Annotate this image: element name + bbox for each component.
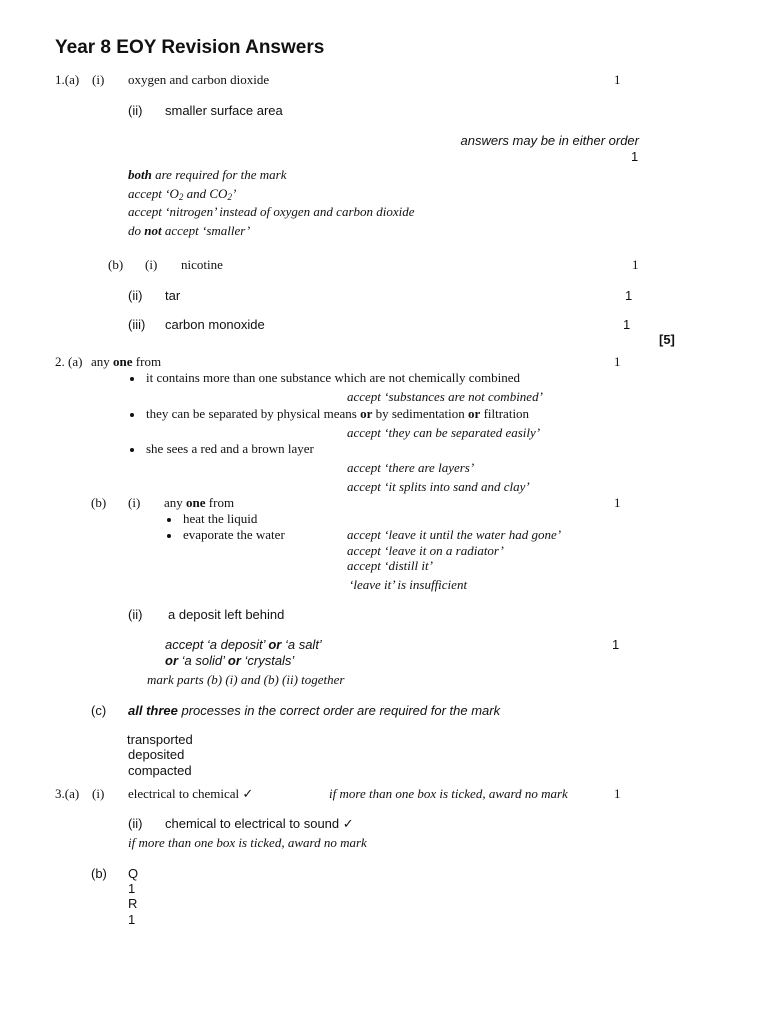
q1-b-i-mark: 1 bbox=[632, 257, 639, 272]
q1-label: 1.(a) bbox=[55, 72, 80, 87]
both-required-note: both are required for the mark bbox=[128, 167, 287, 182]
either-order-mark: 1 bbox=[631, 149, 639, 164]
not-accept-note: do not accept ‘smaller’ bbox=[128, 223, 251, 238]
q2-a-accept-3: accept ‘there are layers’ bbox=[347, 460, 475, 475]
q2-b-i-number: (i) bbox=[128, 495, 141, 510]
q2-a-mark: 1 bbox=[614, 354, 621, 369]
either-order-note: answers may be in either order bbox=[460, 133, 639, 148]
q1-b-i-number: (i) bbox=[145, 257, 158, 272]
q3-b-line-4: 1 bbox=[128, 912, 136, 927]
q3-a-ii-note: if more than one box is ticked, award no mark bbox=[128, 835, 367, 850]
q2-a-accept-2: accept ‘they can be separated easily’ bbox=[347, 425, 541, 440]
q2-a-point-2: they can be separated by physical means or by sedimentation or filtration bbox=[146, 406, 530, 421]
q2-a-point-3: she sees a red and a brown layer bbox=[146, 441, 314, 456]
q1-a-i-mark: 1 bbox=[614, 72, 621, 87]
q2-c-step-1: transported bbox=[127, 732, 193, 747]
q1-b-ii-answer: tar bbox=[165, 288, 181, 303]
q1-total-marks: [5] bbox=[659, 332, 675, 347]
q2-b-i-point-2: evaporate the water bbox=[183, 527, 285, 542]
q2-b-ii-accept-2: or ‘a solid’ or ‘crystals’ bbox=[165, 653, 295, 668]
q3-a-i-number: (i) bbox=[92, 786, 105, 801]
q1-a-i-answer: oxygen and carbon dioxide bbox=[128, 72, 270, 87]
q2-b-together-note: mark parts (b) (i) and (b) (ii) together bbox=[147, 672, 345, 687]
bullet-icon bbox=[130, 377, 134, 381]
q1-b-iii-number: (iii) bbox=[128, 317, 146, 332]
q3-a-i-note: if more than one box is ticked, award no mark bbox=[329, 786, 568, 801]
q2-b-accept-2: accept ‘leave it on a radiator’ bbox=[347, 543, 504, 558]
q3-b-line-1: Q bbox=[128, 866, 139, 881]
q2-a-accept-1: accept ‘substances are not combined’ bbox=[347, 389, 543, 404]
page-title: Year 8 EOY Revision Answers bbox=[55, 37, 325, 58]
q1-b-i-answer: nicotine bbox=[181, 257, 223, 272]
bullet-icon bbox=[130, 448, 134, 452]
q2-b-insufficient-note: ‘leave it’ is insufficient bbox=[349, 577, 468, 592]
q2-b-ii-number: (ii) bbox=[128, 607, 143, 622]
q2-b-ii-accept-1: accept ‘a deposit’ or ‘a salt’ bbox=[165, 637, 322, 652]
bullet-icon bbox=[167, 518, 171, 522]
q3-a-i-mark: 1 bbox=[614, 786, 621, 801]
q2-a-instruction: any one from bbox=[91, 354, 162, 369]
q2-c-step-2: deposited bbox=[128, 747, 185, 762]
q2-b-ii-mark: 1 bbox=[612, 637, 620, 652]
q2-b-ii-answer: a deposit left behind bbox=[168, 607, 285, 622]
q2-a-point-1: it contains more than one substance which are not chemically combined bbox=[146, 370, 520, 385]
q2-b-accept-3: accept ‘distill it’ bbox=[347, 558, 433, 573]
q1-b-ii-number: (ii) bbox=[128, 288, 143, 303]
q3-label: 3.(a) bbox=[55, 786, 80, 801]
q1-a-ii-answer: smaller surface area bbox=[165, 103, 283, 118]
q1-b-label: (b) bbox=[108, 257, 124, 272]
q3-a-ii-answer: chemical to electrical to sound ✓ bbox=[165, 816, 354, 831]
q2-b-accept-1: accept ‘leave it until the water had gone’ bbox=[347, 527, 562, 542]
q3-b-line-3: R bbox=[128, 896, 138, 911]
q2-b-i-point-1: heat the liquid bbox=[183, 511, 258, 526]
q2-c-step-3: compacted bbox=[128, 763, 192, 778]
q1-b-ii-mark: 1 bbox=[625, 288, 633, 303]
q2-c-instruction: all three processes in the correct order are required for the mark bbox=[128, 703, 501, 718]
q2-c-label: (c) bbox=[91, 703, 107, 718]
q2-b-i-mark: 1 bbox=[614, 495, 621, 510]
q2-b-label: (b) bbox=[91, 495, 107, 510]
bullet-icon bbox=[130, 413, 134, 417]
accept-formula-note: accept ‘$O_2$ and $CO_2$’ bbox=[128, 186, 237, 202]
q2-a-accept-4: accept ‘it splits into sand and clay’ bbox=[347, 479, 530, 494]
q1-b-iii-mark: 1 bbox=[623, 317, 631, 332]
q3-b-label: (b) bbox=[91, 866, 107, 881]
accept-nitrogen-note: accept ‘nitrogen’ instead of oxygen and carbon dioxide bbox=[128, 204, 415, 219]
q2-label: 2. (a) bbox=[55, 354, 83, 369]
q2-b-i-instruction: any one from bbox=[164, 495, 235, 510]
q1-a-i-number: (i) bbox=[92, 72, 105, 87]
bullet-icon bbox=[167, 534, 171, 538]
q1-a-ii-number: (ii) bbox=[128, 103, 143, 118]
q3-a-ii-number: (ii) bbox=[128, 816, 143, 831]
q1-b-iii-answer: carbon monoxide bbox=[165, 317, 265, 332]
q3-b-line-2: 1 bbox=[128, 881, 136, 896]
q3-a-i-answer: electrical to chemical ✓ bbox=[128, 786, 254, 801]
